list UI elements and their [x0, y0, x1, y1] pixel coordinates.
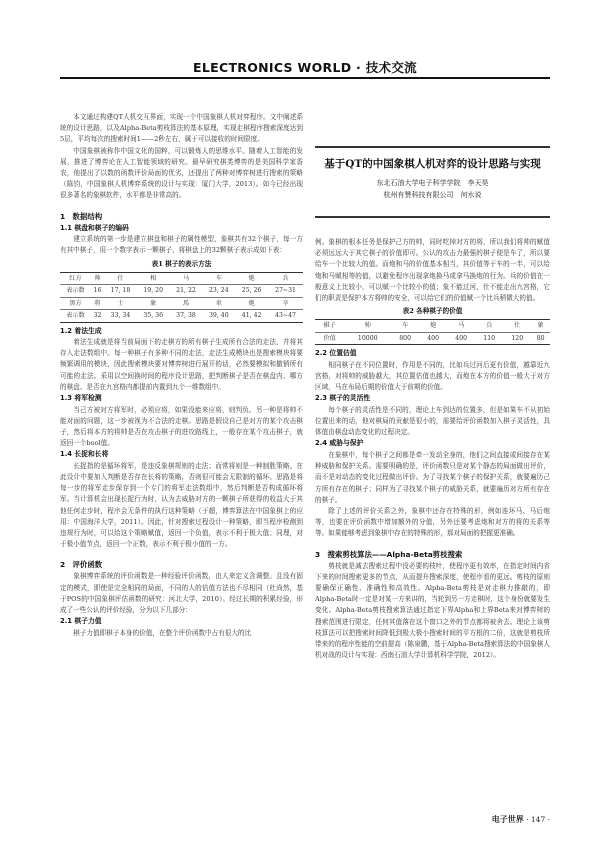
table-row: 表示数 32 33, 34 35, 36 37, 38 39, 40 41, 42 43~47 — [60, 310, 303, 323]
body-paragraph: 着法生成就是将当前局面下的走棋方的所有棋子生成所有合法的走法，并将其存入走法数组中。每一种棋子有多种不同的走法，走法生成模块也是搜索模块将要频繁调用的模块，因此搜索模块要对博弈树进行展开的话，必然要模拟和撤销所有可能的走法。采用以空间换时间的程序设计思路，把判断棋子是否在棋盘内、哪方的棋盘、是否在九宫格内都提前内置到九个一维数组中。 — [60, 338, 303, 391]
intro-paragraph: 本文通过构建QT人机交互界面，实现一个中国象棋人机对弈程序。文中阐述系统的设计思路，以及Alpha-Beta剪枝算法的基本原理，实现走棋程序搜索深度达到5层，平均每次的搜索时间1——2秒左右，属于可以接收的时间限度。 — [60, 113, 303, 144]
subsection-heading: 1.1 棋盘和棋子的编码 — [60, 223, 129, 232]
intro-paragraph: 中国象棋被称作中国文化的国粹，可以锻炼人的思维水平。随着人工智能的发展，推进了博弈论在人工智能领域的研究。最早研究棋类博弈的是美国科学家香农，他提出了以数的函数评价局面的优劣，还提出了两种对博弈树进行搜索的策略（陈钧，中国象棋人机博弈系统的设计与实现：厦门大学，2013）。如今已经出现很多著名的象棋软件，水平都是非常高的。 — [60, 146, 303, 200]
footer-brand: 电子世界 — [491, 815, 524, 824]
section-heading: 3 搜索剪枝算法——Alpha-Beta剪枝搜索 — [315, 549, 463, 559]
subsection-heading: 2.1 棋子力值 — [60, 617, 102, 626]
body-paragraph: 剪枝就是减去搜索过程中没必要的枝叶，使程序更有效率，在指定时间内省下来的时间搜索更多的节点，从而提升搜索深度，使程序看的更远。剪枝的原则要确保正确性、准确性和高效性。Alpha-Beta剪枝是对走棋力推敲的，即Alpha-Beta时一定是对某一方来讲的，当轮到另一方走棋时，这个身份就要发生变化。Alpha-Beta剪枝搜索算法通过指定下界Alpha和上界Beta来对博弈树的搜索范围进行限定，任何其值落在这个窗口之外的节点都将被舍去。理论上该剪枝算法可以把搜索时间降低到极大极小搜索时间的平方根的二倍，这就是剪枝所带来的的程序性能的空前提高（陈泉鹏，基于Alpha-Beta搜索算法的中国象棋人机对战的设计与实现：西南石油大学计算机科学学院，2012）。 — [315, 561, 550, 660]
right-column — [315, 237, 550, 661]
author-line: 杭州有赞科技有限公司 何水说 — [383, 191, 482, 199]
journal-name: ELECTRONICS WORLD · 技术交流 — [193, 60, 417, 75]
left-column — [60, 112, 303, 639]
table-row: 棋子 帅 车 炮 马 兵 仕 象 — [315, 320, 550, 333]
table-caption: 表1 棋子的表示方法 — [151, 259, 212, 268]
piece-encoding-table — [60, 272, 303, 323]
piece-value-table — [315, 319, 550, 345]
body-paragraph: 棋子力值即棋子本身的价值，在整个评价函数中占有很大的比 — [73, 628, 252, 637]
body-paragraph: 在象棋中，每个棋子之间都是牵一发动全身的，他们之间直接或间接存在某种威胁和保护关系。需要明确的是，评价函数只是对某个静态的局面做出评价，而不是对动态的变化过程做出评价。为了寻找某个棋子的保护关系，就要遍历己方所有存在的棋子；同样为了寻找某个棋子的威胁关系，就要遍历对方所有存在的棋子。 — [315, 450, 550, 504]
body-paragraph: 象棋博弈系统的评价函数是一种经验评价函数，由人来定义含调整。且没有固定的模式，即使是完全相同的局面，不同的人的估值方法也不尽相同（杜尚然，基于POS的中国象棋评估函数的研究：河北大学，2010）。经过长期的积累经验，形成了一些公认的评价经验，分为以下几部分： — [60, 572, 303, 615]
body-paragraph: 每个棋子的灵活性是不同的，理论上车到达的位置多，但是如果车不从初始位置出来的话，他对棋局的贡献是很小的，需要给评价函数加入棋子灵活性，具体值由棋盘动态变化的过程决定。 — [315, 405, 550, 437]
table-row: 价值 10000 800 400 400 110 120 80 — [315, 332, 550, 345]
body-paragraph: 当己方被对方将军时，必须应将，如果没能来应将，则判负。另一种是将帅不能对面的问题，这一步被视为不合法的走棋。思路是假设自己是对方的某个攻击棋子，然后将本方的将帅是否在攻击棋子的进攻路线上，一般存在某个攻击棋子，就返回一个bool值。 — [60, 405, 303, 448]
subsection-heading: 1.2 着法生成 — [60, 326, 102, 335]
section-heading: 1 数据结构 — [60, 211, 103, 221]
subsection-heading: 2.3 棋子的灵活性 — [315, 394, 371, 403]
body-paragraph: 建立系统的第一步是建立棋盘和棋子的属性模型，象棋共有32个棋子，每一方有其中棋子，用一个数字表示一颗棋子，将棋盘上的32颗棋子表示成如下表： — [60, 235, 303, 255]
body-paragraph: 除了上述的评价关系之外，象棋中还存在特殊的形，例如连环马、马后炮等，也要在评价函数中增加额外的分值，另外还要考虑炮和对方的将的关系等等。如果能够考虑到象棋中存在的特殊的形，那对局面的把握更准确。 — [315, 506, 550, 538]
table-row: 表示数 16 17, 18 19, 20 21, 22 23, 24 25, 26 27~31 — [60, 285, 303, 298]
header-rule — [60, 77, 550, 79]
body-paragraph: 相同棋子在不同位置时，作用是不同的，比如兵过河后更有价值，越靠近九宫格，对将帅的威胁越大，其位置估值也越大，而炮在本方的价值一般大于对方区域，马在布局后期的价值大于前期的价值。 — [315, 360, 550, 392]
subsection-heading: 2.4 威胁与保护 — [315, 439, 364, 448]
author-line: 东北石油大学电子科学学院 李天昊 — [376, 179, 489, 187]
table-row: 红方 帅 仕 相 马 车 炮 兵 — [60, 272, 303, 285]
table-row: 黑方 将 士 象 馬 車 炮 卒 — [60, 297, 303, 310]
body-paragraph: 长捉指的是循环将军，是违反象棋规则的走法；而常将则是一种制胜策略。在此设计中要加入判断是否存在长将的策略，否则很可能会无限制的循环。思路是将每一步的将军走步保存到一个专门的将军走法数组中，然后判断是否构成循环将军。当计算机会出现长捉行为时，认为去威胁对方的一颗棋子所获得的收益大于其他任何走步时，程序会无条件的执行这种策略（于超，博弈算法在中国象棋上的应用：中国海洋大学，2011）。因此，针对搜索过程设计一种策略，即当程序检测到违规行为时，可以给这个策略赋值，返回一个负值，表示不利于极大值；同理，对于极小值节点，返回一个正数，表示不利于极小值的一方。 — [60, 461, 303, 549]
paper-title: 基于QT的中国象棋人机对弈的设计思路与实现 — [324, 158, 541, 170]
title-block — [315, 146, 550, 218]
page-number: · 147 · — [526, 815, 550, 824]
section-heading: 2 评价函数 — [60, 560, 103, 570]
body-paragraph: 例。象棋的根本任务是保护己方的帅，同时吃掉对方的将，所以我们将帅的赋值必须远远大于其它棋子的价值即可。公认的攻击力最强的棋子便是车了，所以要给车一个比较大的值。而炮和马的价值基本相当，其价值等于车的一半，可以给炮和马赋相等的值，以避免程序出现拿炮换马或拿马换炮的行为。兵的价值在一般意义上比较小，可以赋一个比较小的值；象不能过河，仕不能走出九宫格，它们的职责是保护本方将帅的安全，可以给它们的价值赋一个比兵稍微大的值。 — [315, 238, 550, 303]
subsection-heading: 2.2 位置估值 — [315, 349, 357, 358]
page-footer — [470, 814, 550, 825]
subsection-heading: 1.4 长捉和长将 — [60, 450, 109, 459]
subsection-heading: 1.3 将军检测 — [60, 394, 102, 403]
journal-header — [60, 57, 550, 79]
table-caption: 表2 各种棋子的价值 — [402, 307, 463, 316]
